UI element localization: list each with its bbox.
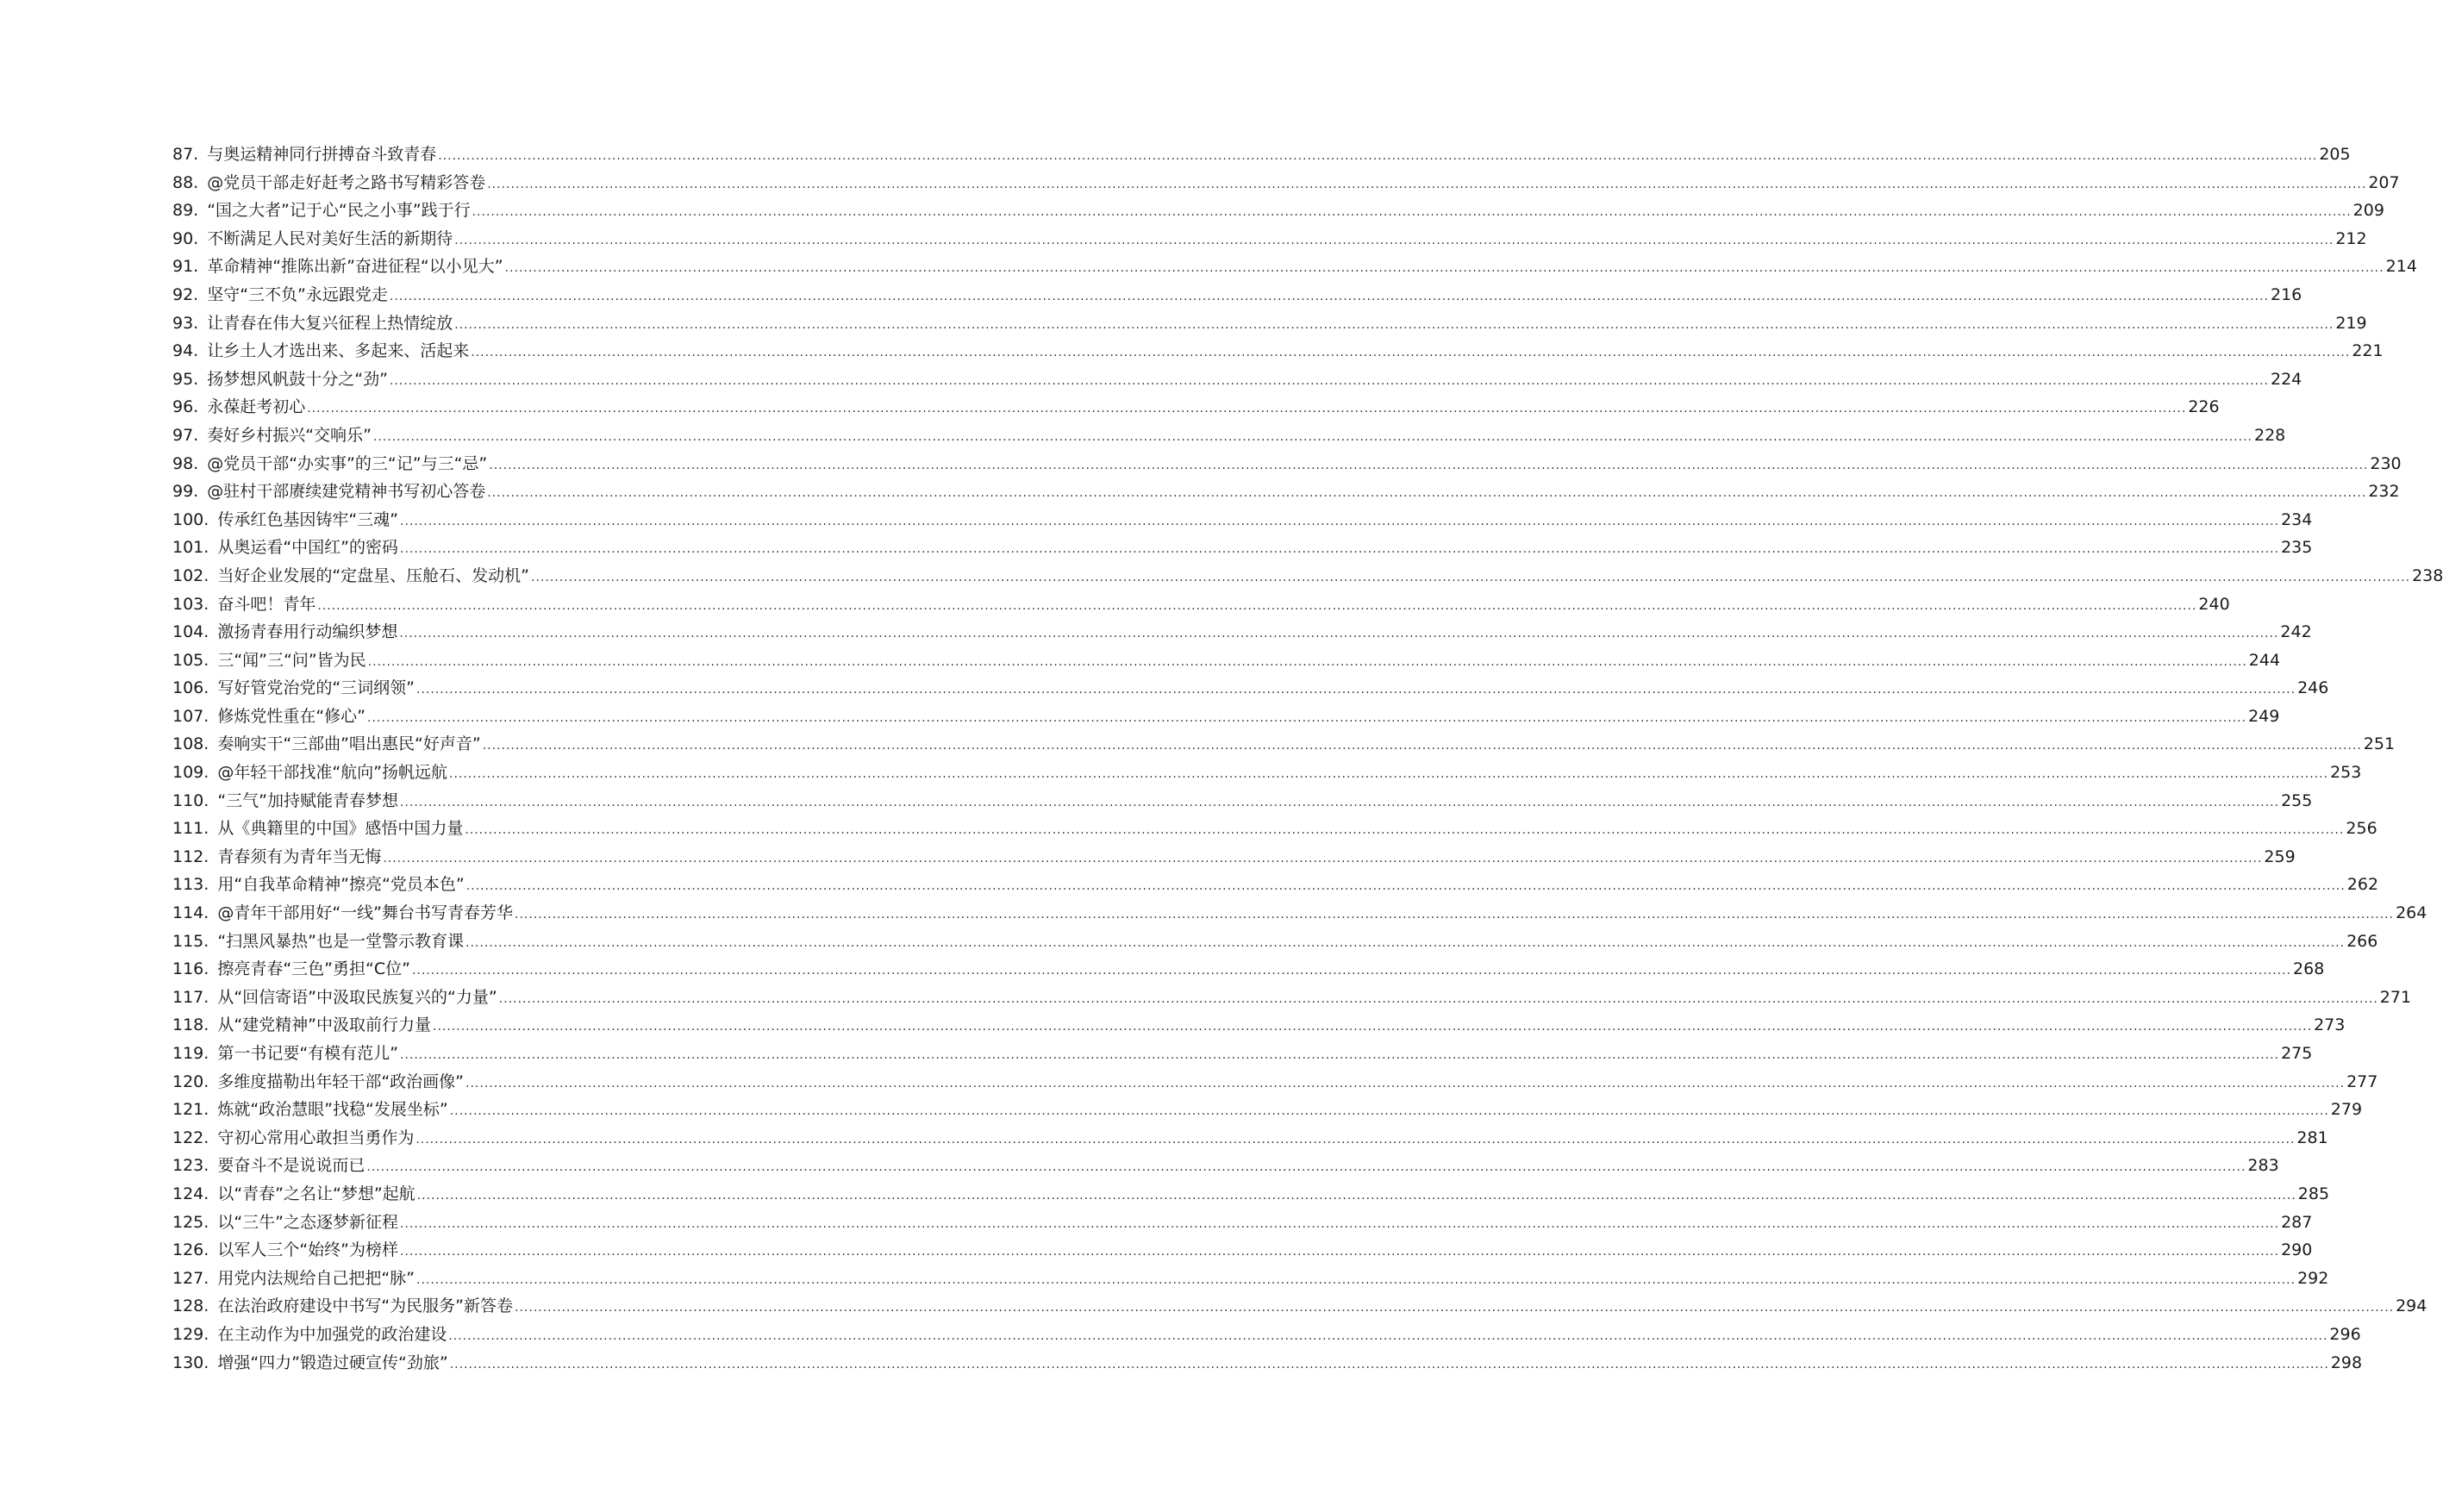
- toc-entry-number: 125.: [172, 1212, 209, 1232]
- toc-entry-page-number[interactable]: 242: [2280, 622, 2312, 642]
- toc-entry-title[interactable]: 激扬青春用行动编织梦想: [217, 622, 398, 642]
- toc-entry[interactable]: [172, 1096, 2363, 1124]
- dot-leader: ................................................................................................................................................................................................................................................................................................................................................................................................................: [504, 261, 2384, 276]
- toc-entry-page-number[interactable]: 296: [2329, 1324, 2361, 1344]
- dot-leader: ................................................................................................................................................................................................................................................................................................................................................................................................................: [531, 570, 2411, 584]
- toc-entry-number: 120.: [172, 1072, 209, 1091]
- toc-entry-page-number[interactable]: 219: [2335, 313, 2367, 333]
- dot-leader: ................................................................................................................................................................................................................................................................................................................................................................................................................: [449, 767, 2329, 782]
- toc-entry-page-number[interactable]: 262: [2346, 875, 2379, 895]
- dot-leader: ................................................................................................................................................................................................................................................................................................................................................................................................................: [471, 346, 2351, 360]
- dot-leader: ................................................................................................................................................................................................................................................................................................................................................................................................................: [472, 205, 2352, 220]
- dot-leader: ................................................................................................................................................................................................................................................................................................................................................................................................................: [498, 991, 2378, 1006]
- toc-entry-title[interactable]: 第一书记要“有模有范儿”: [217, 1044, 398, 1063]
- toc-entry-title[interactable]: 增强“四力”锻造过硬宣传“劲旅”: [217, 1353, 448, 1372]
- dot-leader: ................................................................................................................................................................................................................................................................................................................................................................................................................: [389, 289, 2269, 303]
- dot-leader: ................................................................................................................................................................................................................................................................................................................................................................................................................: [489, 458, 2369, 472]
- toc-entry-page-number[interactable]: 221: [2352, 341, 2384, 361]
- toc-entry-title[interactable]: 从奥运看“中国红”的密码: [217, 538, 398, 558]
- toc-entry-page-number[interactable]: 226: [2188, 397, 2220, 417]
- dot-leader: ................................................................................................................................................................................................................................................................................................................................................................................................................: [307, 402, 2187, 416]
- toc-entry-title[interactable]: 让乡土人才选出来、多起来、活起来: [207, 341, 470, 361]
- toc-entry[interactable]: [172, 169, 2400, 197]
- dot-leader: ................................................................................................................................................................................................................................................................................................................................................................................................................: [487, 177, 2367, 191]
- toc-entry[interactable]: [172, 1124, 2328, 1153]
- dot-leader: ................................................................................................................................................................................................................................................................................................................................................................................................................: [416, 1272, 2296, 1287]
- toc-entry[interactable]: [172, 703, 2280, 731]
- toc-entry-title[interactable]: 奏响实干“三部曲”唱出惠民“好声音”: [217, 734, 481, 754]
- toc-entry-number: 100.: [172, 509, 209, 529]
- toc-entry[interactable]: [172, 955, 2325, 984]
- toc-entry[interactable]: [172, 674, 2329, 703]
- dot-leader: ................................................................................................................................................................................................................................................................................................................................................................................................................: [367, 710, 2247, 725]
- toc-entry-number: 124.: [172, 1184, 209, 1203]
- toc-entry[interactable]: [172, 1349, 2363, 1378]
- toc-entry-number: 91.: [172, 257, 199, 277]
- toc-entry-number: 99.: [172, 482, 199, 502]
- dot-leader: ................................................................................................................................................................................................................................................................................................................................................................................................................: [389, 373, 2269, 388]
- toc-entry-number: 98.: [172, 453, 199, 473]
- toc-entry-page-number[interactable]: 234: [2281, 509, 2313, 529]
- dot-leader: ................................................................................................................................................................................................................................................................................................................................................................................................................: [400, 514, 2280, 528]
- toc-entry-title[interactable]: 修炼党性重在“修心”: [217, 706, 366, 726]
- toc-entry-page-number[interactable]: 251: [2363, 734, 2396, 754]
- toc-entry-number: 126.: [172, 1240, 209, 1260]
- toc-entry-page-number[interactable]: 214: [2385, 257, 2417, 277]
- toc-entry-title[interactable]: 让青春在伟大复兴征程上热情绽放: [207, 313, 453, 333]
- toc-entry-page-number[interactable]: 253: [2330, 763, 2362, 783]
- toc-entry[interactable]: [172, 843, 2296, 872]
- toc-entry-page-number[interactable]: 230: [2370, 453, 2402, 473]
- toc-entry-title[interactable]: 不断满足人民对美好生活的新期待: [207, 228, 453, 248]
- dot-leader: ................................................................................................................................................................................................................................................................................................................................................................................................................: [454, 233, 2334, 247]
- dot-leader: ................................................................................................................................................................................................................................................................................................................................................................................................................: [448, 1328, 2328, 1343]
- toc-entry-title[interactable]: 奏好乡村振兴“交响乐”: [207, 425, 372, 445]
- toc-entry-title[interactable]: 传承红色基因铸牢“三魂”: [217, 509, 398, 529]
- toc-entry-page-number[interactable]: 281: [2296, 1128, 2328, 1147]
- toc-entry[interactable]: [172, 1011, 2346, 1040]
- toc-entry-page-number[interactable]: 205: [2319, 145, 2351, 164]
- toc-entry-title[interactable]: 永葆赶考初心: [207, 397, 306, 417]
- toc-entry[interactable]: [172, 1180, 2330, 1209]
- toc-entry-number: 92.: [172, 284, 199, 304]
- toc-entry-page-number[interactable]: 249: [2248, 706, 2280, 726]
- toc-entry-title[interactable]: 革命精神“推陈出新”奋进征程“以小见大”: [207, 257, 503, 277]
- toc-entry-title[interactable]: 守初心常用心敢担当勇作为: [217, 1128, 415, 1147]
- toc-entry[interactable]: [172, 562, 2443, 590]
- dot-leader: ................................................................................................................................................................................................................................................................................................................................................................................................................: [449, 1357, 2329, 1371]
- dot-leader: ................................................................................................................................................................................................................................................................................................................................................................................................................: [465, 1076, 2346, 1090]
- table-of-contents: [172, 141, 2443, 1377]
- toc-entry-title[interactable]: 奋斗吧！青年: [217, 594, 316, 614]
- toc-entry-number: 104.: [172, 622, 209, 642]
- toc-entry-number: 97.: [172, 425, 199, 445]
- dot-leader: ................................................................................................................................................................................................................................................................................................................................................................................................................: [433, 1020, 2313, 1034]
- toc-entry[interactable]: [172, 815, 2377, 843]
- toc-entry-page-number[interactable]: 235: [2281, 538, 2313, 558]
- dot-leader: ................................................................................................................................................................................................................................................................................................................................................................................................................: [416, 683, 2296, 697]
- dot-leader: ................................................................................................................................................................................................................................................................................................................................................................................................................: [400, 795, 2280, 809]
- toc-entry-number: 113.: [172, 875, 209, 895]
- toc-entry-title[interactable]: @驻村干部赓续建党精神书写初心答卷: [207, 482, 486, 502]
- toc-entry-number: 87.: [172, 145, 199, 164]
- toc-entry[interactable]: [172, 534, 2313, 562]
- toc-entry-title[interactable]: 坚守“三不负”永远跟党走: [207, 284, 388, 304]
- toc-entry-page-number[interactable]: 298: [2330, 1353, 2363, 1372]
- toc-entry-title[interactable]: 扬梦想风帆鼓十分之“劲”: [207, 369, 388, 389]
- toc-entry[interactable]: [172, 871, 2379, 899]
- toc-entry[interactable]: [172, 647, 2281, 675]
- toc-entry-page-number[interactable]: 268: [2293, 959, 2325, 979]
- toc-entry-title[interactable]: 以“青春”之名让“梦想”起航: [217, 1184, 415, 1203]
- toc-entry-number: 103.: [172, 594, 209, 614]
- toc-entry-title[interactable]: @年轻干部找准“航向”扬帆远航: [217, 763, 447, 783]
- toc-entry[interactable]: [172, 393, 2220, 422]
- toc-entry-number: 88.: [172, 172, 199, 192]
- toc-entry-page-number[interactable]: 279: [2330, 1100, 2363, 1120]
- dot-leader: ................................................................................................................................................................................................................................................................................................................................................................................................................: [383, 851, 2263, 865]
- toc-entry-number: 89.: [172, 201, 199, 221]
- toc-entry-number: 101.: [172, 538, 209, 558]
- dot-leader: ................................................................................................................................................................................................................................................................................................................................................................................................................: [399, 627, 2279, 641]
- toc-entry-title[interactable]: 与奥运精神同行拼搏奋斗致青春: [207, 145, 437, 164]
- toc-entry-page-number[interactable]: 232: [2368, 482, 2400, 502]
- toc-entry[interactable]: [172, 984, 2412, 1012]
- toc-entry-number: 116.: [172, 959, 209, 979]
- toc-entry-title[interactable]: 用“自我革命精神”擦亮“党员本色”: [217, 875, 465, 895]
- toc-entry-page-number[interactable]: 256: [2346, 819, 2377, 839]
- toc-entry-title[interactable]: 从“回信寄语”中汲取民族复兴的“力量”: [217, 987, 497, 1007]
- dot-leader: ................................................................................................................................................................................................................................................................................................................................................................................................................: [415, 1132, 2296, 1146]
- dot-leader: ................................................................................................................................................................................................................................................................................................................................................................................................................: [400, 1048, 2280, 1062]
- dot-leader: ................................................................................................................................................................................................................................................................................................................................................................................................................: [367, 654, 2247, 669]
- toc-entry[interactable]: [172, 450, 2402, 478]
- toc-entry-page-number[interactable]: 259: [2264, 847, 2296, 866]
- toc-entry-title[interactable]: “国之大者”记于心“民之小事”践于行: [207, 201, 471, 221]
- toc-entry-number: 106.: [172, 678, 209, 698]
- toc-entry[interactable]: [172, 253, 2417, 281]
- toc-entry-number: 129.: [172, 1324, 209, 1344]
- toc-entry[interactable]: [172, 281, 2302, 309]
- dot-leader: ................................................................................................................................................................................................................................................................................................................................................................................................................: [366, 1160, 2246, 1175]
- toc-entry-number: 93.: [172, 313, 199, 333]
- toc-entry-title[interactable]: 要奋斗不是说说而已: [217, 1156, 366, 1176]
- dot-leader: ................................................................................................................................................................................................................................................................................................................................................................................................................: [449, 1104, 2329, 1119]
- toc-entry[interactable]: [172, 1209, 2313, 1237]
- toc-entry[interactable]: [172, 506, 2313, 534]
- toc-entry[interactable]: [172, 141, 2351, 169]
- toc-entry[interactable]: [172, 337, 2384, 366]
- toc-entry[interactable]: [172, 309, 2367, 338]
- toc-entry-number: 95.: [172, 369, 199, 389]
- toc-entry-title[interactable]: 多维度描勒出年轻干部“政治画像”: [217, 1072, 464, 1091]
- toc-entry-page-number[interactable]: 292: [2297, 1268, 2329, 1288]
- toc-entry-page-number[interactable]: 287: [2281, 1212, 2313, 1232]
- toc-entry-page-number[interactable]: 224: [2270, 369, 2302, 389]
- toc-entry[interactable]: [172, 730, 2396, 759]
- toc-entry-page-number[interactable]: 285: [2297, 1184, 2330, 1203]
- toc-entry-title[interactable]: 三“闻”三“问”皆为民: [217, 650, 366, 670]
- dot-leader: ................................................................................................................................................................................................................................................................................................................................................................................................................: [465, 823, 2345, 838]
- toc-entry[interactable]: [172, 1068, 2378, 1097]
- toc-entry-number: 117.: [172, 987, 209, 1007]
- dot-leader: ................................................................................................................................................................................................................................................................................................................................................................................................................: [372, 429, 2252, 444]
- toc-entry-title[interactable]: 在法治政府建设中书写“为民服务”新答卷: [217, 1296, 514, 1316]
- dot-leader: ................................................................................................................................................................................................................................................................................................................................................................................................................: [482, 739, 2362, 753]
- dot-leader: ................................................................................................................................................................................................................................................................................................................................................................................................................: [400, 542, 2280, 557]
- toc-entry-number: 108.: [172, 734, 209, 754]
- toc-entry-number: 127.: [172, 1268, 209, 1288]
- dot-leader: ................................................................................................................................................................................................................................................................................................................................................................................................................: [411, 964, 2292, 978]
- toc-entry-number: 130.: [172, 1353, 209, 1372]
- toc-entry-page-number[interactable]: 240: [2198, 594, 2230, 614]
- toc-entry-page-number[interactable]: 275: [2281, 1044, 2313, 1063]
- toc-entry-number: 107.: [172, 706, 209, 726]
- toc-entry-page-number[interactable]: 290: [2281, 1240, 2313, 1260]
- toc-entry[interactable]: [172, 899, 2427, 928]
- toc-entry-number: 123.: [172, 1156, 209, 1176]
- dot-leader: ................................................................................................................................................................................................................................................................................................................................................................................................................: [317, 598, 2197, 613]
- toc-entry-number: 115.: [172, 931, 209, 951]
- toc-entry[interactable]: [172, 1236, 2313, 1265]
- toc-entry[interactable]: [172, 197, 2384, 225]
- dot-leader: ................................................................................................................................................................................................................................................................................................................................................................................................................: [515, 908, 2395, 922]
- toc-entry[interactable]: [172, 225, 2367, 253]
- toc-entry-title[interactable]: 青春须有为青年当无悔: [217, 847, 382, 866]
- toc-entry-number: 118.: [172, 1015, 209, 1035]
- toc-entry-title[interactable]: 擦亮青春“三色”勇担“C位”: [217, 959, 410, 979]
- toc-entry-page-number[interactable]: 271: [2379, 987, 2412, 1007]
- toc-entry-page-number[interactable]: 283: [2247, 1156, 2279, 1176]
- toc-entry[interactable]: [172, 1152, 2279, 1180]
- toc-entry[interactable]: [172, 1040, 2313, 1068]
- toc-entry[interactable]: [172, 478, 2400, 506]
- toc-entry-page-number[interactable]: 294: [2396, 1296, 2427, 1316]
- toc-entry-number: 102.: [172, 565, 209, 585]
- toc-entry-title[interactable]: “扫黑风暴热”也是一堂警示教育课: [217, 931, 464, 951]
- toc-entry-page-number[interactable]: 264: [2396, 903, 2427, 923]
- dot-leader: ................................................................................................................................................................................................................................................................................................................................................................................................................: [454, 317, 2334, 332]
- toc-entry[interactable]: [172, 1265, 2329, 1293]
- toc-entry-page-number[interactable]: 277: [2346, 1072, 2378, 1091]
- toc-entry-number: 109.: [172, 763, 209, 783]
- toc-entry-page-number[interactable]: 238: [2412, 565, 2443, 585]
- toc-entry-page-number[interactable]: 209: [2352, 201, 2384, 221]
- toc-entry-number: 122.: [172, 1128, 209, 1147]
- toc-entry-page-number[interactable]: 244: [2248, 650, 2281, 670]
- toc-entry-number: 94.: [172, 341, 199, 361]
- toc-entry[interactable]: [172, 618, 2312, 647]
- toc-entry-page-number[interactable]: 255: [2281, 790, 2313, 810]
- toc-entry-page-number[interactable]: 273: [2314, 1015, 2346, 1035]
- dot-leader: ................................................................................................................................................................................................................................................................................................................................................................................................................: [416, 1188, 2296, 1203]
- toc-entry-number: 112.: [172, 847, 209, 866]
- dot-leader: ................................................................................................................................................................................................................................................................................................................................................................................................................: [465, 879, 2346, 894]
- toc-entry-title[interactable]: @党员干部走好赶考之路书写精彩答卷: [207, 172, 486, 192]
- toc-entry-title[interactable]: 以“三牛”之态逐梦新征程: [217, 1212, 398, 1232]
- toc-entry-number: 111.: [172, 819, 209, 839]
- toc-entry-title[interactable]: 用党内法规给自己把把“脉”: [217, 1268, 415, 1288]
- toc-entry[interactable]: [172, 422, 2286, 450]
- toc-entry[interactable]: [172, 366, 2302, 394]
- dot-leader: ................................................................................................................................................................................................................................................................................................................................................................................................................: [400, 1216, 2280, 1231]
- toc-entry[interactable]: [172, 759, 2362, 787]
- toc-entry-number: 96.: [172, 397, 199, 417]
- dot-leader: ................................................................................................................................................................................................................................................................................................................................................................................................................: [400, 1245, 2280, 1259]
- dot-leader: ................................................................................................................................................................................................................................................................................................................................................................................................................: [487, 486, 2367, 501]
- toc-entry-page-number[interactable]: 228: [2253, 425, 2286, 445]
- toc-entry[interactable]: [172, 590, 2230, 619]
- toc-entry[interactable]: [172, 1321, 2361, 1349]
- toc-entry-title[interactable]: 当好企业发展的“定盘星、压舱石、发动机”: [217, 565, 530, 585]
- toc-entry-number: 128.: [172, 1296, 209, 1316]
- toc-entry[interactable]: [172, 928, 2378, 956]
- toc-entry-title[interactable]: 从《典籍里的中国》感悟中国力量: [217, 819, 464, 839]
- dot-leader: ................................................................................................................................................................................................................................................................................................................................................................................................................: [438, 149, 2318, 163]
- toc-entry-title[interactable]: “三气”加持赋能青春梦想: [217, 790, 398, 810]
- toc-entry-page-number[interactable]: 216: [2270, 284, 2302, 304]
- toc-entry-number: 90.: [172, 228, 199, 248]
- toc-entry[interactable]: [172, 1292, 2427, 1321]
- toc-entry-title[interactable]: @党员干部“办实事”的三“记”与三“忌”: [207, 453, 488, 473]
- dot-leader: ................................................................................................................................................................................................................................................................................................................................................................................................................: [515, 1301, 2395, 1315]
- toc-entry-title[interactable]: @青年干部用好“一线”舞台书写青春芳华: [217, 903, 513, 923]
- toc-entry-page-number[interactable]: 266: [2346, 931, 2378, 951]
- toc-entry-page-number[interactable]: 246: [2297, 678, 2329, 698]
- toc-entry-title[interactable]: 炼就“政治慧眼”找稳“发展坐标”: [217, 1100, 448, 1120]
- toc-entry-title[interactable]: 以军人三个“始终”为榜样: [217, 1240, 398, 1260]
- toc-entry-number: 114.: [172, 903, 209, 923]
- dot-leader: ................................................................................................................................................................................................................................................................................................................................................................................................................: [465, 935, 2346, 950]
- toc-entry-number: 105.: [172, 650, 209, 670]
- toc-entry-title[interactable]: 写好管党治党的“三词纲领”: [217, 678, 415, 698]
- toc-entry-title[interactable]: 从“建党精神”中汲取前行力量: [217, 1015, 431, 1035]
- toc-entry[interactable]: [172, 787, 2313, 815]
- toc-entry-number: 110.: [172, 790, 209, 810]
- toc-entry-page-number[interactable]: 212: [2335, 228, 2367, 248]
- toc-entry-number: 119.: [172, 1044, 209, 1063]
- toc-entry-number: 121.: [172, 1100, 209, 1120]
- toc-entry-page-number[interactable]: 207: [2368, 172, 2400, 192]
- toc-entry-title[interactable]: 在主动作为中加强党的政治建设: [217, 1324, 447, 1344]
